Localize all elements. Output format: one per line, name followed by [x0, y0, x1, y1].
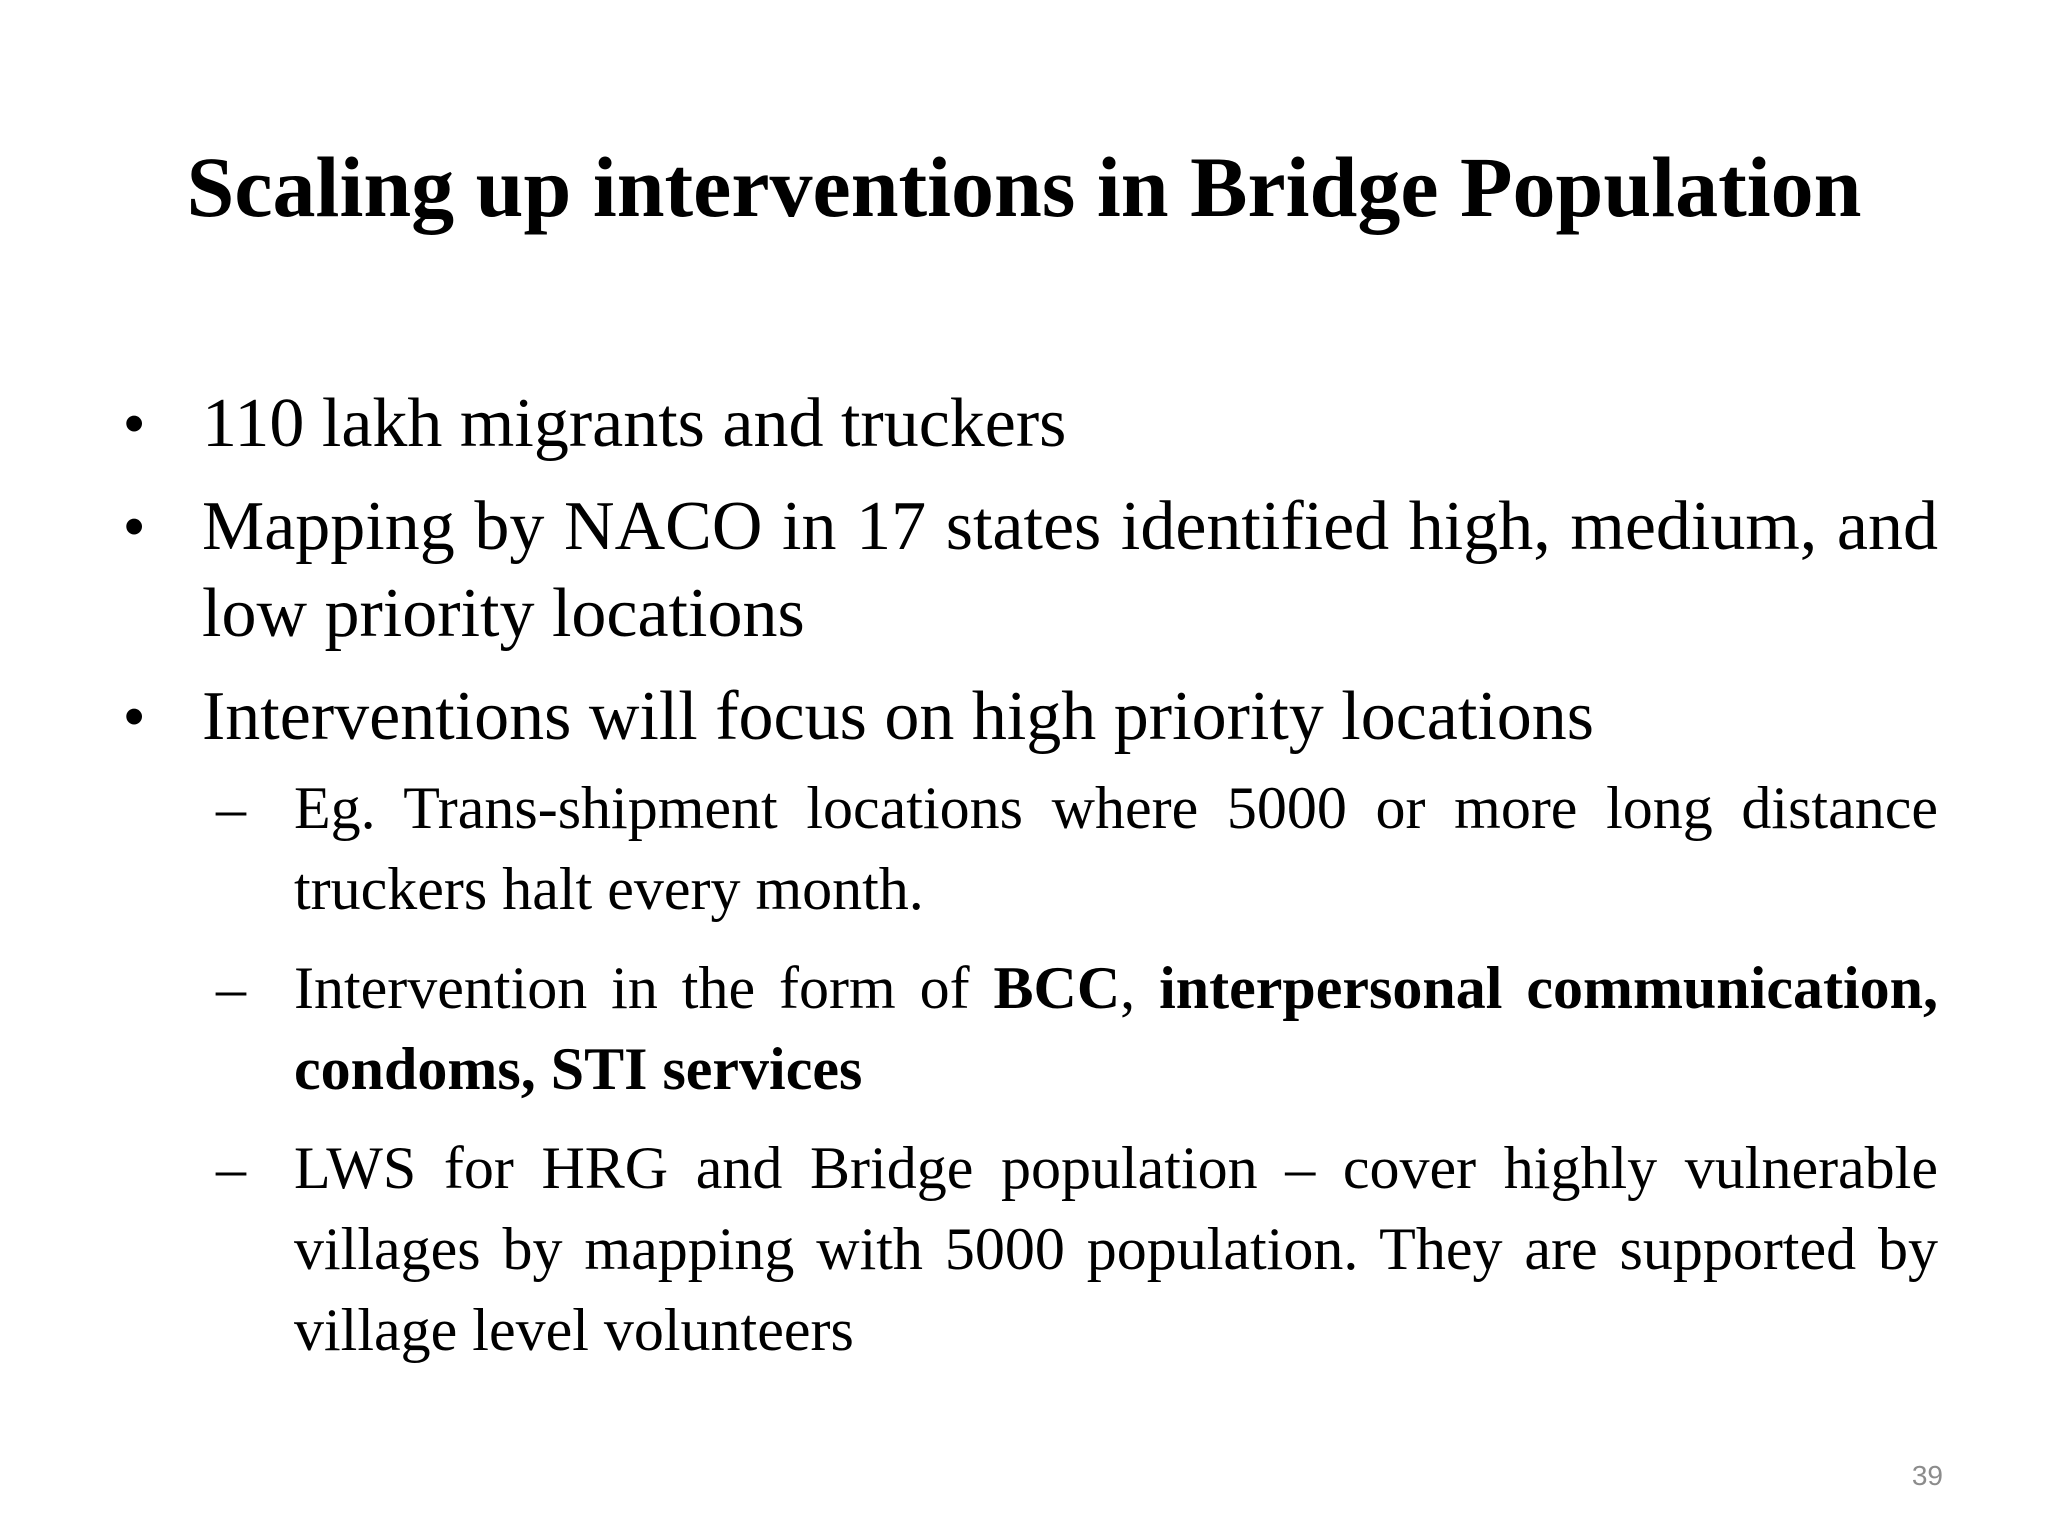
page-number: 39 [1911, 1460, 1943, 1491]
bullet-marker: • [124, 494, 145, 559]
dash-marker: – [216, 1135, 246, 1201]
dash-marker: – [216, 775, 246, 841]
slide-title: Scaling up interventions in Bridge Population [186, 139, 1862, 235]
bullet-item [120, 380, 1938, 467]
sub-bullet-text: , [1120, 955, 1160, 1021]
sub-bullet-bold-text: BCC [993, 955, 1121, 1021]
sub-bullet-item [120, 948, 1938, 1110]
bullet-text: Mapping by NACO in 17 states identified high, medium, and low priority locations [202, 488, 1938, 652]
sub-bullet-item [120, 768, 1938, 930]
sub-bullet-text: Eg. Trans-shipment locations where 5000 or more long distance truckers halt every month. [294, 775, 1938, 922]
bullet-marker: • [124, 391, 145, 456]
bullet-item [120, 673, 1938, 760]
bullet-item [120, 483, 1938, 657]
sub-bullet-item [120, 1128, 1938, 1371]
bullet-text: 110 lakh migrants and truckers [202, 385, 1067, 462]
slide-body [120, 380, 1938, 1389]
sub-bullet-bold-text: interpersonal communication, condoms, STI services [294, 955, 1938, 1102]
bullet-text: Interventions will focus on high priority locations [202, 678, 1595, 755]
dash-marker: – [216, 955, 246, 1021]
bullet-marker: • [124, 684, 145, 749]
sub-bullet-text: Intervention in the form of [294, 955, 994, 1021]
sub-bullet-text: LWS for HRG and Bridge population – cover highly vulnerable villages by mapping with 5000 population. They are supported by village level volunteers [294, 1135, 1938, 1363]
